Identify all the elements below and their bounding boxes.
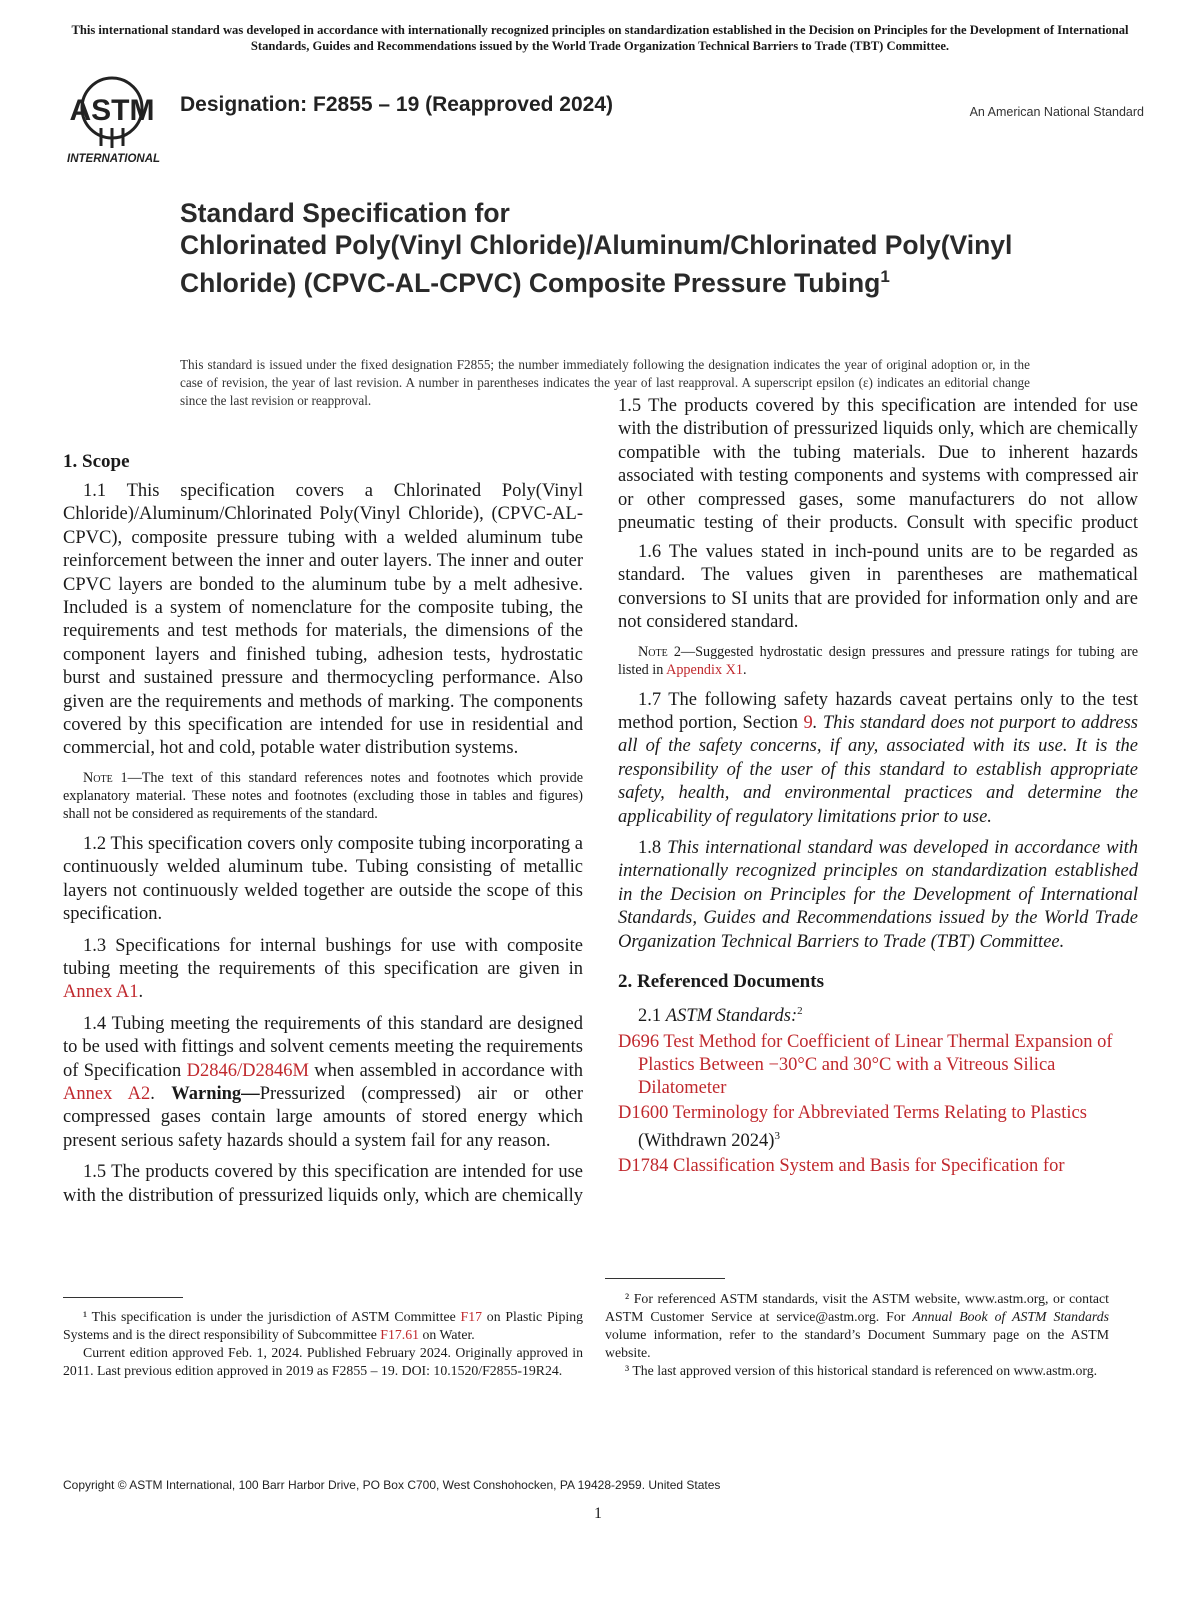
footnotes-left [63,1308,583,1380]
section-2-heading: 2. Referenced Documents [618,971,824,993]
appendix-x1-link[interactable]: Appendix X1 [666,661,743,678]
f17-61-link[interactable]: F17.61 [380,1327,420,1342]
para-1-4: 1.4 Tubing meeting the requirements of this standard are designed to be used with fittings and solvent cements meeting the requirements of Specification D2846/D2846M when assembled in accordance with Annex A2. Warning—Pressurized (compressed) air or other compressed gases contain large amounts of stored energy which present serious safety hazards should a system fail for any reason. [63,1013,583,1151]
note-1: Note 1—The text of this standard references notes and footnotes which provide explanatory material. These notes and footnotes (excluding those in tables and figures) shall not be considered as requirements of the standard. [63,769,583,822]
note-2: Note 2—Suggested hydrostatic design pressures and pressure ratings for tubing are listed in Appendix X1. [618,643,1138,678]
para-1-1: 1.1 This specification covers a Chlorinated Poly(Vinyl Chloride)/Aluminum/Chlorinated Poly(Vinyl Chloride), (CPVC-AL-CPVC), composite pressure tubing with a welded aluminum tube reinforcement between the inner and outer layers. The inner and outer CPVC layers are bonded to the aluminum tube by a melt adhesive. Included is a system of nomenclature for the composite tubing, the requirements and test methods for materials, the dimensions of the component layers and finished tubing, adhesion tests, hydrostatic burst and sustained pressure and thermocycling performance. Also given are the requirements and methods of marking. The components covered by this specification are intended for use in residential and commercial, hot and cold, potable water distribution systems. [63,481,583,759]
para-1-5: 1.5 The products covered by this specification are intended for use with the distribution of pressurized liquids only, which are chemically [63,1162,583,1206]
annex-a2-link[interactable]: Annex A2 [63,1083,151,1104]
issue-note: This standard is issued under the fixed designation F2855; the number immediately following the designation indicates the year of original adoption or, in the case of revision, the year of last revision. A number in parentheses indicates the year of last reapproval. A superscript epsilon (ε) indicates an editorial change since the last revision or reapproval. [180,357,1030,408]
american-national-standard-label: An American National Standard [969,105,1144,119]
para-2-1: 2.1 ASTM Standards:$^2$ [638,1005,803,1027]
d2846-link[interactable]: D2846/D2846M [186,1060,309,1081]
title-footnote-mark: 1 [880,267,890,286]
para-1-8: 1.8 This international standard was developed in accordance with internationally recognized principles on standardization established in the Decision on Principles for the Development of International Standards, Guides and Recommendations issued by the World Trade Organization Technical Barriers to Trade (TBT) Committee. [618,838,1139,952]
footnote-rule-right [605,1278,725,1279]
footnote-1-edition: Current edition approved Feb. 1, 2024. Published February 2024. Originally approved in 2011. Last previous edition approved in 2019 as F2855 – 19. DOI: 10.1520/F2855-19R24. [63,1345,583,1378]
para-1-3: 1.3 Specifications for internal bushings for use with composite tubing meeting the requirements of this specification are given in Annex A1. [63,935,583,1003]
para-1-5-continued: 1.5 The products covered by this specification are intended for use with the distribution of pressurized liquids only, which are chemically compatible with the tubing materials. Due to inherent hazards associated with testing components and systems with compressed air or other compressed gases, some manufacturers do not allow pneumatic testing of their products. Consult with specific product [618,396,1138,533]
astm-logo [65,70,175,170]
page-number: 1 [594,1505,602,1522]
title-line-1: Standard Specification for [180,198,510,228]
ref-d1784[interactable]: D1784 Classification System and Basis for Specification for [618,1155,1065,1176]
footnote-rule-left [63,1297,183,1298]
section-9-link[interactable]: 9 [803,713,813,734]
logo-text: INTERNATIONAL [67,153,161,165]
top-notice: This international standard was developed in accordance with internationally recognized principles on standardization established in the Decision on Principles for the Development of International Standards, Guides and Recommendations issued by the World Trade Organization Technical Barriers to Trade (TBT) Committee. [71,23,1129,53]
section-1-heading: 1. Scope [63,451,130,472]
document-title [180,197,1060,299]
para-1-2: 1.2 This specification covers only composite tubing incorporating a continuously welded aluminum tube. Tubing consisting of metallic layers not continuously welded together are outside the scope of this specification. [63,833,583,925]
para-1-6: 1.6 The values stated in inch-pound units are to be regarded as standard. The values given in parentheses are mathematical conversions to SI units that are provided for information only and are not considered standard. [618,542,1138,633]
para-1-7: 1.7 The following safety hazards caveat pertains only to the test method portion, Section 9. This standard does not purport to address all of the safety concerns, if any, associated with its use. It is the responsibility of the user of this standard to establish appropriate safety, health, and environmental practices and determine the applicability of regulatory limitations prior to use. [618,689,1138,827]
copyright: Copyright © ASTM International, 100 Barr Harbor Drive, PO Box C700, West Conshohocken, PA 19428-2959. United States [63,1478,721,1492]
title-line-2: Chlorinated Poly(Vinyl Chloride)/Aluminum/Chlorinated Poly(Vinyl Chloride) (CPVC-AL-CPVC) Composite Pressure Tubing$^1$ [180,230,1013,298]
ref-d696[interactable]: D696 Test Method for Coefficient of Linear Thermal Expansion of Plastics Between −30°C and 30°C with a Vitreous Silica Dilatometer [618,1031,1113,1099]
footnote-2: ² For referenced ASTM standards, visit the ASTM website, www.astm.org, or contact ASTM Customer Service at service@astm.org. For Annual Book of ASTM Standards volume information, refer to the standard’s Document Summary page on the ASTM website. [605,1291,1109,1360]
footnote-3: ³ The last approved version of this historical standard is referenced on www.astm.org. [625,1363,1098,1378]
designation: Designation: F2855 – 19 (Reapproved 2024) [180,93,613,116]
annex-a1-link[interactable]: Annex A1 [63,982,139,1003]
footnotes-right [605,1290,1109,1380]
left-column [63,450,583,1215]
ref-d1600[interactable]: D1600 Terminology for Abbreviated Terms Relating to Plastics (Withdrawn 2024)$^3$ [618,1102,1087,1152]
svg-text:ASTM: ASTM [69,94,155,127]
f17-link[interactable]: F17 [460,1309,482,1324]
footnote-1: ¹ This specification is under the jurisdiction of ASTM Committee F17 on Plastic Piping Systems and is the direct responsibility of Subcommittee F17.61 on Water. [63,1309,583,1342]
right-column [618,396,1139,1179]
